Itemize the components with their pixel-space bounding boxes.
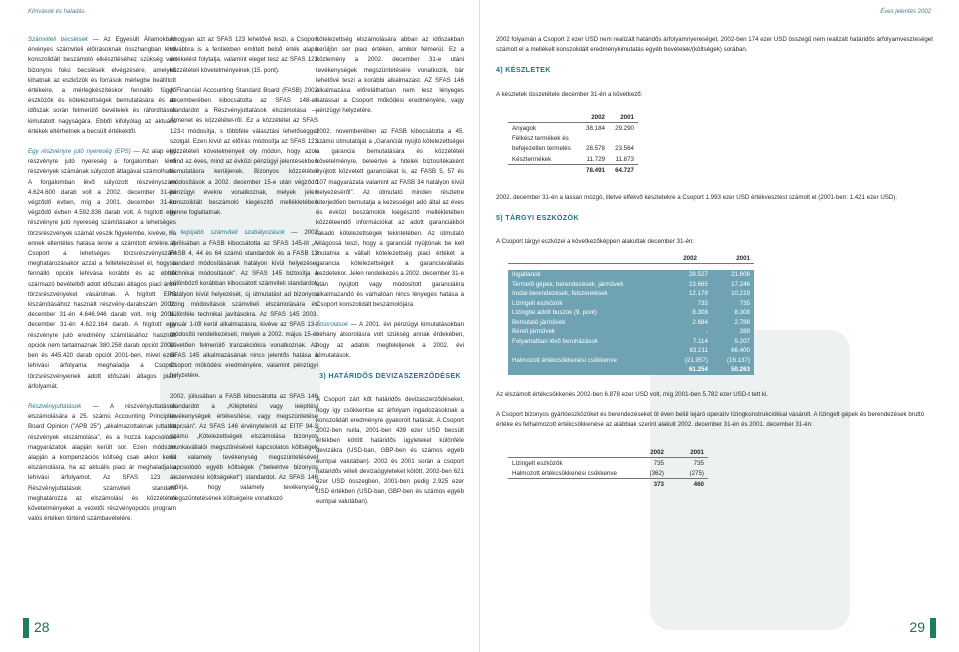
paragraph-text: 2002. novemberében az FASB kibocsátotta a 45. számú útmutatóját a „Garanciát nyújtó kötelezettségei a garancia bemutatására és közzétételi követelményre, beleértve a hitelek biztosítékaként nyújtott közvetett garanciákat is, az FASB 5, 57 és 107 magyarázata valamint az FASB 34 hatályon kívül helyezéséről". Az útmutató minden részletre kiterjedően bemutatja a kezességet adó által az éves és évközi beszámolók kiegészítő mellékletében közzéteendő információkat az adott garanciákból fakadó kötelezettségek tekintetében. Az útmutató világossá teszi, hogy a garanciát nyújtónak be kell mutatnia a vállalt kötelezettség piaci értékét a garancia kötelezettségeit a garanciavállalás kezdetekor. Jelen rendelkezés a 2002. december 31-e után nyújtott vagy módosított garanciákra alkalmazandó és várhatóan nincs lényeges hatása a Csoport konszolidált beszámolójára. (316, 127, 464, 309)
paragraph-text: 2002. júliusában a FASB kibocsátotta az SFAS 146 standardot a „Kiléptetési vagy leépítési tevékenységek értékesítése, vagy megszüntetése kapcsán". Az SFAS 146 érvényteleníti az EITF 94-3 számú „Kötelezettségek elszámolása bizonyos munkavállalói megszűnésével kapcsolatos költségek és valamely tevékenység megszüntetésével kapcsolódó egyéb költségek ("beleértve bizonyos átszervezési költségeket") standardot. Az SFAS 146 előírja, hogy valamely tevékenység megszüntetésének költségeire vonatkozó (170, 392, 318, 502)
paragraph: Az elszámolt értékcsökkenés 2002-ben 6.878 ezer USD volt, míg 2001-ben 5.782 ezer USD-t tett ki. (496, 391, 769, 398)
table-cell: 11.729 (586, 155, 605, 163)
table-cell: 735 (693, 459, 704, 467)
table-row (508, 270, 754, 280)
table-header-row (508, 253, 754, 264)
paragraph-text: — Az alap egy részvényre jutó nyereség a forgalomban lévő részvények számának súlyozott átlagával számolható. A forgalomban lévő súlyozott részvényszám 4.624.600 darab volt a 2002. december 31-én végződő évben, míg a 2001. december 31-én végződő évben 4.592.836 darab volt. A hígított egy részvényre jutó nyereség számításakor a lehetséges törzsrészvények számát veszik figyelembe, kivéve, ha ennek ellentétes hatása lenne a számított értékre. A Csoport a lehetséges törzsrészvényszám meghatározásakor azzal a feltételezéssel él, hogy a fennálló opciók lehívása korábbi és az ebből származó bevételből adott időszaki átlagos piaci áron törzsrészvényeket vásárolnak. A hígított EPS kiszámításához használt részvény-darabszám 2002. december 31-én 4.646.946 darab volt, míg 2001. december 31-én 4.622.164 darab. A hígított egy részvényre jutó eredmény számításához használt opciók nem tartalmaznak 380.258 darab opciót 2002-ben és 445.420 darab opciót 2001-ben, mivel ezek lehívási árfolyama meghaladja a Csoport törzsrészvényeinek adott időszaki átlagos piaci árfolyamát. (28, 148, 176, 390)
table-cell: Halmozott értékcsökkenési csökkenve (512, 356, 617, 364)
table-cell (508, 346, 670, 356)
table-cell (580, 133, 609, 144)
table-row (508, 337, 754, 347)
table-total-cell: 50.263 (731, 366, 750, 374)
text-column-right (496, 193, 941, 258)
table-cell: 29.290 (615, 124, 634, 132)
table-cell: Irodai berendezések, felszerelések (512, 290, 608, 298)
column-header: 2001 (609, 112, 638, 123)
paragraph-text: — A 2001. évi pénzügyi kimutatásokban néhány átsorolásra volt szükség annak érdekében, hogy az adatok megfeleljenek a 2002. évi kimutatások. (316, 321, 464, 359)
paragraph: A Csoport zárt kőt határidős devizaszerződéseket, hogy így csökkentse az árfolyam ingadozásoknak a konszolidált eredményre gyakorolt hatását. A Csoport 2002-ben nulla, 2001-ben 439 ezer USD becsült értékben kötött határidős ügyleteket különféle devizákra (USD-ban, GBP-ben és számos egyéb európai valutában). 2002 és 2001 során a csoport határidős vételi devizaügyleteket kötött, 2002-ben 621 ezer USD összegben, 2001-ben pedig 2.925 ezer USD értékben (USD-ban, GBP-ben és számos egyéb európai valutában). (316, 396, 464, 506)
table-row (508, 346, 754, 356)
table-cell: 735 (697, 299, 708, 307)
table-row (508, 299, 754, 309)
paragraph: A készletek összetétele december 31-én a következő: (496, 90, 643, 98)
table-total-cell: 61.254 (688, 366, 708, 374)
section-heading-assets: 5) TÁRGYI ESZKÖZÖK (496, 213, 579, 223)
table-cell: 12.178 (688, 290, 708, 298)
paragraph-lead: Számviteli becslések (28, 36, 89, 43)
paragraph-lead: Részvényjuttatások (28, 402, 82, 410)
table-row (508, 458, 708, 469)
column-header: 2001 (668, 447, 708, 458)
table-total-row (508, 165, 638, 176)
column-header: 2002 (628, 447, 668, 458)
paragraph (170, 35, 318, 76)
table-cell: 83.211 (689, 347, 708, 355)
table-cell: Termelő gépek, berendezések, járművek (512, 280, 624, 288)
table-cell: 23.564 (615, 145, 634, 153)
paragraph-lead: A legújabb számviteli szabályozások (170, 229, 285, 237)
paragraph (28, 35, 176, 137)
text-column-1 (28, 35, 176, 534)
paragraph (28, 402, 176, 524)
table-row (508, 133, 638, 144)
table-row (508, 356, 754, 366)
running-title: Kihívások és haladás (28, 9, 85, 15)
table-row (508, 308, 754, 318)
table-total-cell: 373 (628, 479, 668, 490)
table-cell: 28.527 (688, 271, 708, 279)
right-page (480, 0, 959, 652)
column-header: 2001 (701, 253, 754, 264)
table-cell: 66.400 (731, 347, 750, 355)
table-cell: (275) (689, 469, 704, 477)
table-cell: befejezetlen termelés (512, 145, 571, 153)
table-cell: Bérelt járművek (512, 328, 555, 336)
table-row (508, 468, 708, 479)
table-cell: 17.246 (731, 280, 750, 288)
text-column-right (496, 35, 941, 110)
table-cell: Halmozott értékcsökkenési csökkenve (512, 469, 617, 477)
paragraph-text: kötelezettség elszámolására abban az időszakban kerüljön sor piaci értéken, amikor felmerül. Ez a közlemény a 2002. december 31-e utáni tevékenységek megszüntetésére vonatkozik, bár lehetővé teszi a korábbi alkalmazást. AZ SFAS 146 alkalmazása előreláthatóan nem lesz lényeges hatással a Csoport működési eredményére, vagy pénzügyi helyzetére. (316, 36, 464, 115)
folio-bar (23, 618, 29, 638)
column-header: 2002 (648, 253, 701, 264)
table-cell: (16.137) (726, 356, 750, 364)
paragraph-text: — Az Egyesült Államokban érvényes számviteli előírásoknak összhangban lévő konszolidált beszámoló elkészítéséhez szükség van bizonyos fokú becslések elvégzésére, amelyek kihatnak az eszközök és források mérlegbe beállított értékeire, a mérlegkészítéskor fennálló függő eszközök és kötelezettségek bemutatására és az időszak során felmerülő bevételek és ráfordítások kimutatott nagyságára. Ebből kifolyólag az aktuális értékek eltérhetnek a becsült értékektől. (28, 36, 176, 135)
table-cell (609, 133, 638, 144)
table-cell: 735 (739, 299, 750, 307)
table-cell: (21.957) (684, 356, 708, 364)
left-page (0, 0, 479, 652)
table-total-cell: 78.491 (580, 165, 609, 176)
table-cell: 289 (739, 328, 750, 336)
paragraph (28, 147, 176, 392)
table-row (508, 318, 754, 328)
paragraph-lead: Egy részvényre jutó nyereség (EPS) (28, 148, 131, 156)
table-cell: 2.684 (692, 318, 708, 326)
leased-assets-table (508, 447, 708, 489)
table-cell: 28.578 (586, 145, 605, 153)
table-cell: 5.207 (734, 337, 750, 345)
table-cell: - (705, 328, 708, 336)
table-cell: Félkész termékek és (512, 134, 569, 142)
table-total-row (508, 479, 708, 490)
table-cell: Lízingelt eszközök (512, 459, 563, 467)
inventory-table (508, 112, 638, 175)
table-row (508, 280, 754, 290)
paragraph-text: — 2002 áprilisában a FASB kibocsátotta az SFAS 145-öt „A FASB 4, 44 és 64 számú standardok és a FASB 13 standard módosításának hatályon kívül helyezése, technikai módosítások". Az SFAS 145 biztosítja a különböző korábban kibocsátott számviteli standardok hatályon kívül helyezését, új útmutatást ad bizonyos lízing módosítások számviteli elszámolására és különféle technikai javításokra. Az SFAS 145 2003. január 1-től kerül alkalmazásra, kivéve az SFAS 13-t módosító rendelkezéseit, melyek a 2002. május 15-ét követően felmerülő tranzakciókra vonatkoznak. Az SFAS 145 alkalmazásának nincs jelentős hatása a Csoport működési eredményére, valamint pénzügyi helyzetére. (170, 229, 319, 380)
table-cell: 10.219 (731, 290, 750, 298)
table-row (508, 123, 638, 134)
table-cell: (362) (649, 469, 664, 477)
paragraph-text: — A részvényjuttatások elszámolására a 25. számú Accounting Principles Board Opinion ("APB 25") „alkalmazottaknak juttatott részvények elszámolása", és a hozzá kapcsolódó magyarázatok alapján került sor. Ezen módszer alapján a kompenzációs költség csak akkor kerül elszámolásra, ha az aktuális piaci ár meghaladja a lehívási árfolyamot. Az SFAS 123 – Részvényjuttatások számviteli standard meghatározza az elszámolási és közzétételi követelményeket a vezetői részvényopciós program valós értéken történő számbavételére. (28, 402, 176, 523)
paragraph-text: A Financial Accounting Standard Board (FASB) 2002 decemberében kibocsátotta az SFAS 148-as standardot a Részvényjuttatások elszámolása — Átmenet és közzététel-ről. Ez a közzététel az SFAS 123-t módosítja, s többféle választási lehetőséggel szolgál. Ezen kívül az előírás módosítja az SFAS 123 közzétételi követelményeit oly módon, hogy azok mind az éves, mind az évközi pénzügyi jelentésekben bemutatásra kerüljenek. Bizonyos közzétételi módosítások a 2002. december 15-e után végződő pénzügyi évekre vonatkoznak, melyek jelen konszolidált beszámoló kiegészítő mellékletében benne foglaltatnak. (170, 86, 318, 217)
table-cell: Anyagok (512, 124, 537, 132)
text-column-right (496, 390, 941, 441)
table-cell: 38.184 (586, 124, 605, 132)
text-column-2 (170, 35, 318, 514)
paragraph (316, 35, 464, 117)
table-row (508, 289, 754, 299)
table-cell: 23.665 (688, 280, 708, 288)
folio-bar (930, 618, 936, 638)
section-heading-inventory: 4) KÉSZLETEK (496, 65, 551, 75)
table-cell: 8.308 (692, 309, 708, 317)
text-column-3 (316, 35, 464, 518)
table-row (508, 327, 754, 337)
paragraph: A Csoport tárgyi eszközei a következőképpen alakultak december 31-én: (496, 238, 694, 246)
table-cell: Ingatlanok (512, 271, 541, 279)
paragraph (170, 228, 318, 381)
paragraph (170, 392, 318, 504)
paragraph-text: Ahogyan azt az SFAS 123 lehetővé teszi, a Csoport továbbra is a fentiekben említett belső érték alapú értékelést folytatja, valamint eleget tesz az SFAS 123 közzétételi követelményeinek (15. pont). (170, 36, 318, 74)
page-number: 28 (34, 619, 50, 635)
table-cell: 735 (653, 459, 664, 467)
table-cell: 8.308 (734, 309, 750, 317)
table-header-row (508, 447, 708, 458)
table-cell: Lízingelt eszközök (512, 299, 563, 307)
table-cell: 21.608 (731, 271, 750, 279)
table-cell: Bemutató járművek (512, 318, 566, 326)
section-heading-forwards: 3) HATÁRIDŐS DEVIZASZERZŐDÉSEK (319, 371, 461, 381)
table-total-cell: 460 (668, 479, 708, 490)
table-row (508, 144, 638, 155)
paragraph: A Csoport bizonyos gyártóeszközöket és berendezéseket öt éven belül lejáró operatív lízingkonstrukciókkal vásárolt. A lízingelt gépek és berendezések bruttó értéke és felhalmozott értékcsökkenése az alábbiak szerint alakult 2002. december 31-én és 2001. december 31-én: (496, 411, 925, 429)
page-number: 29 (909, 619, 925, 635)
paragraph-lead: Átsorolások (316, 321, 349, 329)
table-cell: Folyamatban lévő beruházások (512, 337, 598, 345)
paragraph (316, 320, 464, 361)
table-header-row (508, 112, 638, 123)
table-total-cell: 64.727 (609, 165, 638, 176)
table-cell: Lízingbe adott buszok (9. pont) (512, 309, 597, 317)
fixed-assets-table (508, 253, 754, 375)
running-title: Éves jelentés 2002 (880, 9, 931, 15)
paragraph: 2002. december 31-én a lassan mozgó, illetve elfekvő készletekre a Csoport 1.993 ezer USD értékvesztést számolt el (2001-ben: 1.421 ezer USD). (496, 194, 898, 201)
paragraph (316, 127, 464, 311)
table-cell: Késztermékek (512, 155, 552, 163)
table-total-row (508, 365, 754, 375)
paragraph (170, 86, 318, 219)
paragraph: 2002 folyamán a Csoport 2 ezer USD nem realizált határidős árfolyamnyereséget, 2002-ben 174 ezer USD összegű nem realizált határidős árfolyamveszteséget számolt el a mellékelt konszolidált eredménykimutatás egyéb bevételek/(költségek) sorában. (496, 36, 933, 54)
table-row (508, 154, 638, 165)
table-cell: 7.114 (692, 337, 708, 345)
table-cell: 2.788 (734, 318, 750, 326)
table-cell: 11.873 (615, 155, 634, 163)
column-header: 2002 (580, 112, 609, 123)
